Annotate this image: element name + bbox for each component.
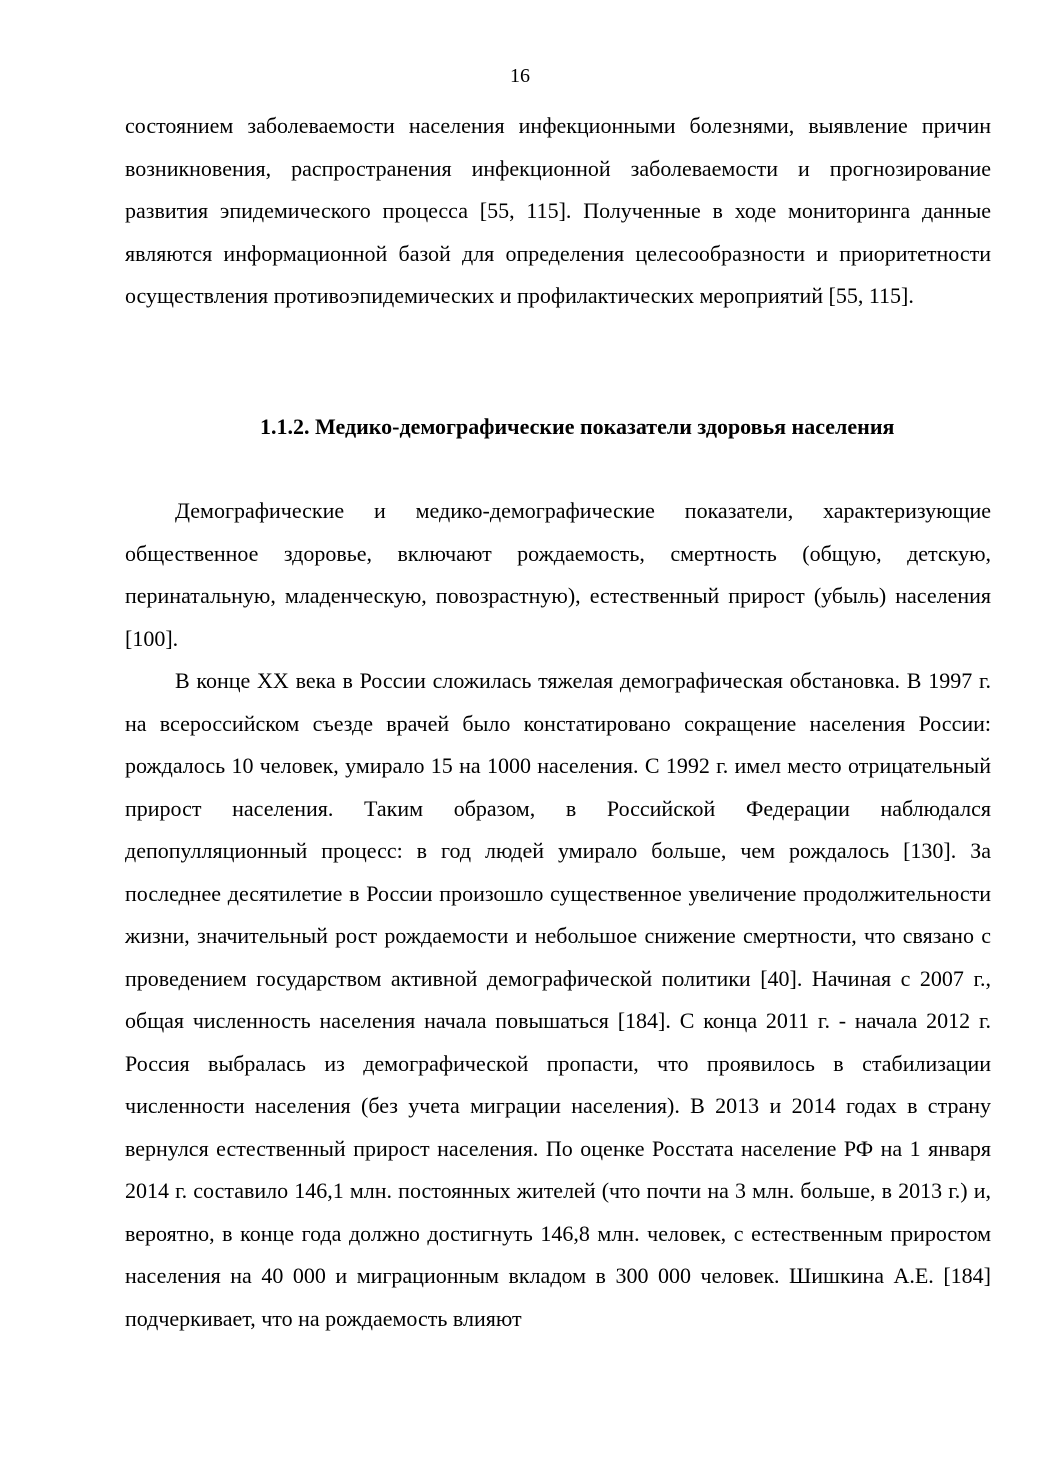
body-text xyxy=(125,490,991,1340)
page-number: 16 xyxy=(510,65,530,87)
intro-paragraph: состоянием заболеваемости населения инфекционными болезнями, выявление причин возникновения, распространения инфекционной заболеваемости и прогнозирование развития эпидемического процесса [55, 115]. Полученные в ходе мониторинга данные являются информационной базой для определения целесообразности и приоритетности осуществления противоэпидемических и профилактических мероприятий [55, 115]. xyxy=(125,113,991,308)
section-heading: 1.1.2. Медико-демографические показатели здоровья населения xyxy=(260,414,895,439)
intro-paragraph-block xyxy=(125,105,991,318)
paragraph-demographic-indicators: Демографические и медико-демографические показатели, характеризующие общественное здоровье, включают рождаемость, смертность (общую, детскую, перинатальную, младенческую, повозрастную), естественный прирост (убыль) населения [100]. xyxy=(125,498,991,651)
paragraph-russia-demography: В конце XX века в России сложилась тяжелая демографическая обстановка. В 1997 г. на всероссийском съезде врачей было констатировано сокращение населения России: рождалось 10 человек, умирало 15 на 1000 населения. С 1992 г. имел место отрицательный прирост населения. Таким образом, в Российской Федерации наблюдался депопулляционный процесс: в год людей умирало больше, чем рождалось [130]. За последнее десятилетие в России произошло существенное увеличение продолжительности жизни, значительный рост рождаемости и небольшое снижение смертности, что связано с проведением государством активной демографической политики [40]. Начиная с 2007 г., общая численность населения начала повышаться [184]. С конца 2011 г. - начала 2012 г. Россия выбралась из демографической пропасти, что проявилось в стабилизации численности населения (без учета миграции населения). В 2013 и 2014 годах в страну вернулся естественный прирост населения. По оценке Росстата население РФ на 1 января 2014 г. составило 146,1 млн. постоянных жителей (что почти на 3 млн. больше, в 2013 г.) и, вероятно, в конце года должно достигнуть 146,8 млн. человек, с естественным приростом населения на 40 000 и миграционным вкладом в 300 000 человек. Шишкина А.Е. [184] подчеркивает, что на рождаемость влияют xyxy=(125,668,991,1331)
